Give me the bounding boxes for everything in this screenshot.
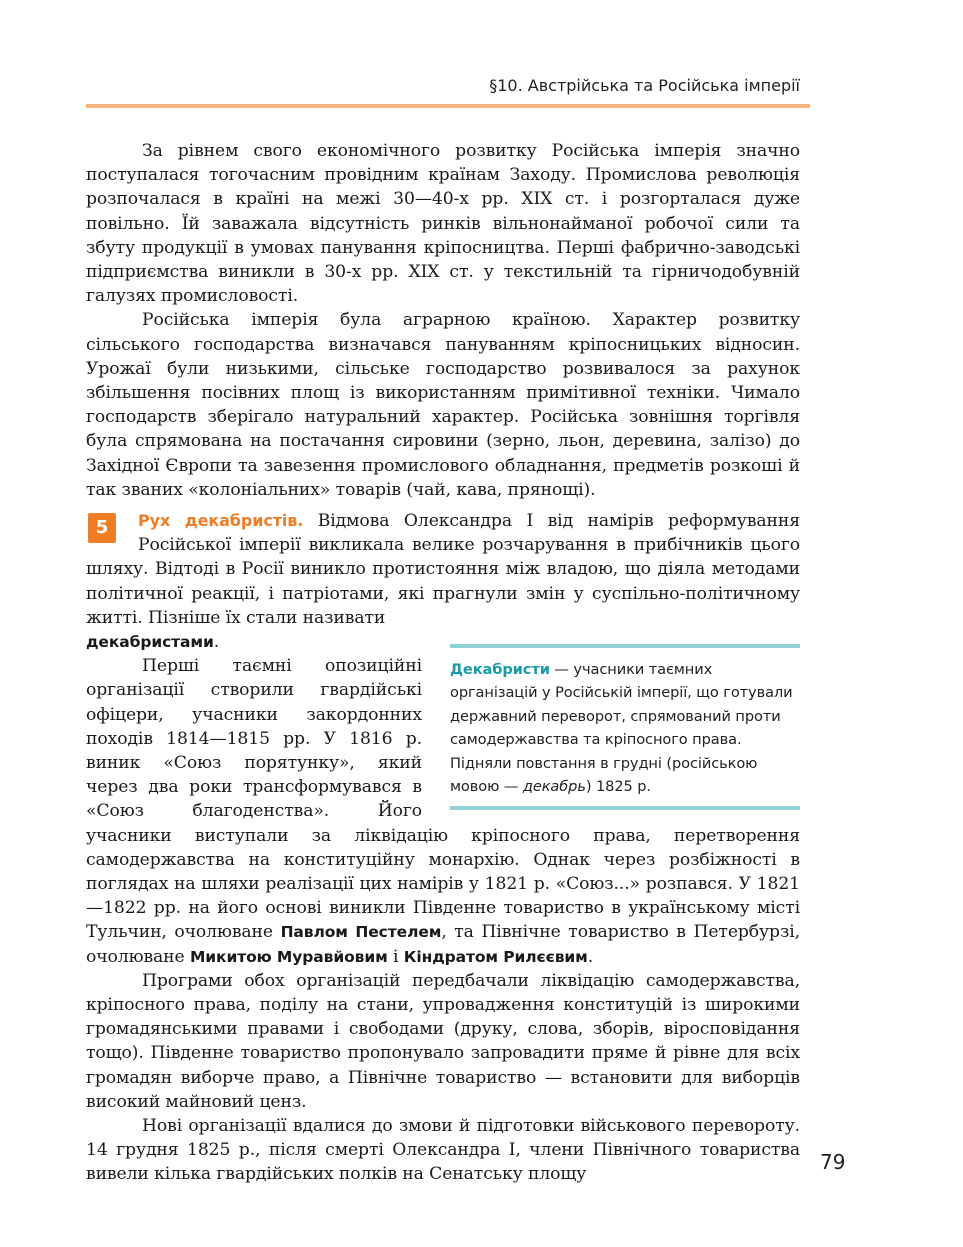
paragraph-economy: За рівнем свого економічного розвитку Російська імперія значно поступалася тогочасним провідним країнам Заходу. Промислова революція розпочалася в країні на межі 30—40-х рр. XIX ст. і розгорталася дуже повільно. Їй заважала відсутність ринків вільнонайманої робочої сили та збуту продукції в умовах панування кріпосництва. Перші фабрично-заводські підприємства виникли в 30-х рр. XIX ст. у текстильній та гірничодобувній галузях промисловості. bbox=[86, 141, 800, 307]
intro-text-block bbox=[86, 139, 800, 502]
punctuation: . bbox=[587, 946, 594, 967]
section-intro-paragraph bbox=[86, 509, 800, 630]
section-decembrists bbox=[86, 509, 800, 1187]
punctuation: . bbox=[213, 632, 220, 653]
definition-text-end: ) 1825 р. bbox=[585, 778, 651, 796]
paragraph-agriculture: Російська імперія була аграрною країною. Характер розвитку сільського господарства визначався пануванням кріпосницьких відносин. Урожаї були низькими, сільське господарство розвивалося за рахунок збільшення посівних площ із використанням примітивної техніки. Чимало господарств зберігало натуральний характер. Російська зовнішня торгівля була спрямована на постачання сировини (зерно, льон, деревина, залізо) до Західної Європи та завезення промислового обладнання, предметів розкоші й так званих «колоніальних» товарів (чай, кава, прянощі). bbox=[86, 310, 800, 500]
paragraph-uprising: Нові організації вдалися до змови й підготовки військового перевороту. 14 грудня 1825 р., після смерті Олександра І, члени Північного товариства вивели кілька гвардійських полків на Сенатську площу bbox=[86, 1116, 800, 1185]
section-title: Рух декабристів. bbox=[138, 511, 304, 530]
definition-term: Декабристи bbox=[450, 661, 550, 679]
section-number-badge: 5 bbox=[88, 513, 116, 543]
definition-sidebar bbox=[450, 644, 800, 810]
secret-societies-text: Перші таємні опозиційні організації створили гвардійські офіцери, учасники закордонних походів 1814—1815 рр. У 1816 р. виник «Союз порятунку», який через два роки трансформувався в «Союз благоденства». Його учасники виступали за ліквідацію кріпосного права, перетворення самодержавства на конституційну монархію. Однак через розбіжності в поглядах на шляхи реалізації цих намірів у 1821 р. «Союз...» розпався. У 1821—1822 рр. на його основі виникли Південне товариство в українському місті Тульчин, очолюване bbox=[86, 656, 800, 943]
definition-text: — учасники таємних організацій у Російській імперії, що готували державний переворот, спрямований проти самодержавства та кріпосного права. Підняли повстання в грудні (російською мовою — bbox=[450, 661, 793, 796]
secret-societies-text-mid: , та Північне товариство в Петербурзі, очолюване bbox=[86, 922, 800, 967]
decembrists-term: декабристами bbox=[86, 633, 214, 652]
name-muravyov: Микитою Муравйовим bbox=[189, 947, 388, 966]
paragraph-programs: Програми обох організацій передбачали ліквідацію самодержавства, кріпосного права, поділу на стани, упровадження конституцій із широкими громадянськими правами і свободами (друку, слова, зборів, віросповідання тощо). Південне товариство пропонувало запровадити пряме й рівне для всіх громадян виборче право, а Північне товариство — встановити для виборців високий майновий ценз. bbox=[86, 970, 800, 1112]
definition-italic-word: декабрь bbox=[522, 778, 586, 796]
conjunction: і bbox=[387, 946, 404, 967]
section-intro-text: Відмова Олександра І від намірів реформування Російської імперії викликала велике розчарування в прибічників цього шляху. Відтоді в Росії виникло протистояння між владою, що діяла методами політичної реакції, і патріотами, які прагнули змін у суспільно-політичному житті. Пізніше їх стали називати bbox=[86, 511, 800, 628]
name-ryleyev: Кіндратом Рилєєвим bbox=[403, 947, 588, 966]
running-header: §10. Австрійська та Російська імперії bbox=[489, 76, 800, 95]
name-pestel: Павлом Пестелем bbox=[280, 923, 442, 942]
header-divider bbox=[86, 104, 810, 108]
page-number: 79 bbox=[820, 1150, 846, 1174]
